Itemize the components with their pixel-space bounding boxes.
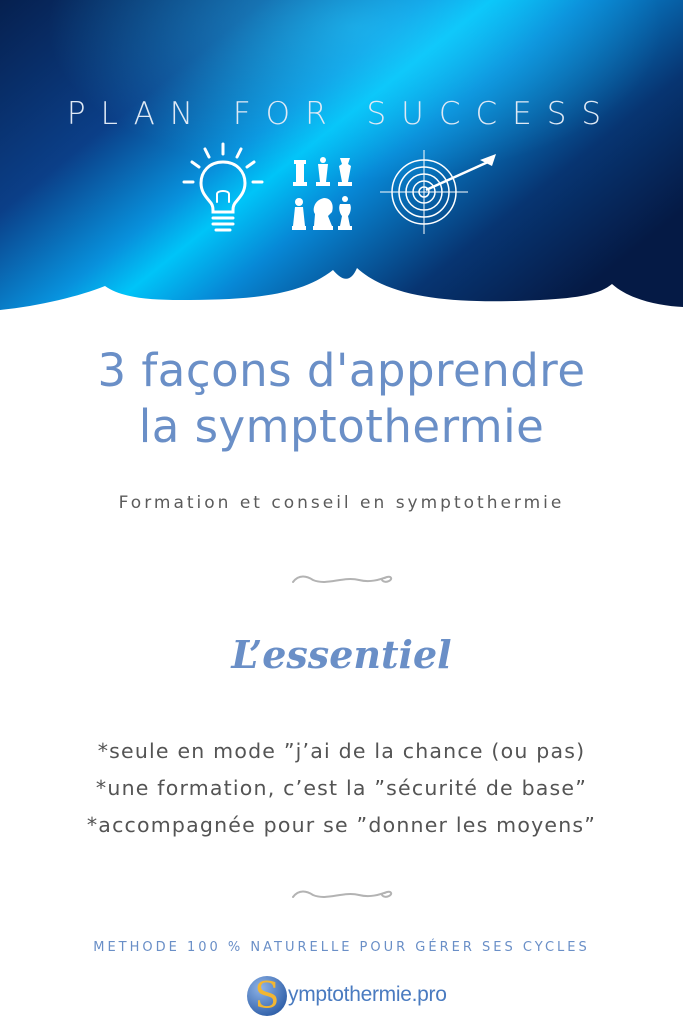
bullet-list	[0, 733, 683, 844]
hero-banner	[0, 0, 683, 340]
ornament-divider-top	[0, 570, 683, 590]
bullet-item: *seule en mode ”j’ai de la chance (ou pas)	[97, 739, 586, 763]
footer-tagline: METHODE 100 % NATURELLE POUR GÉRER SES CYCLES	[93, 940, 590, 955]
ornament-divider-bottom	[0, 885, 683, 905]
logo-text: ymptothermie.pro	[288, 983, 447, 1006]
symptothermie-logo[interactable]	[244, 973, 454, 1019]
target-dart-icon	[376, 146, 506, 236]
logo-letter: S	[254, 976, 280, 1017]
bullet-item: *accompagnée pour se ”donner les moyens”	[86, 813, 597, 837]
main-title	[0, 343, 683, 455]
hero-icons	[170, 142, 510, 242]
main-title-line1: 3 façons d'apprendre	[97, 344, 586, 397]
bullet-item: *une formation, c’est la ”sécurité de base”	[95, 776, 588, 800]
section-title: L’essentiel	[231, 632, 452, 677]
logo-emblem-icon	[244, 973, 290, 1019]
lightbulb-icon	[178, 142, 268, 238]
hero-title: PLAN FOR SUCCESS	[66, 96, 617, 132]
chess-pieces-icon	[288, 154, 358, 240]
flourish-icon	[287, 885, 397, 905]
flourish-icon	[287, 570, 397, 590]
main-title-line2: la symptothermie	[138, 400, 545, 453]
subtitle: Formation et conseil en symptothermie	[118, 493, 565, 513]
